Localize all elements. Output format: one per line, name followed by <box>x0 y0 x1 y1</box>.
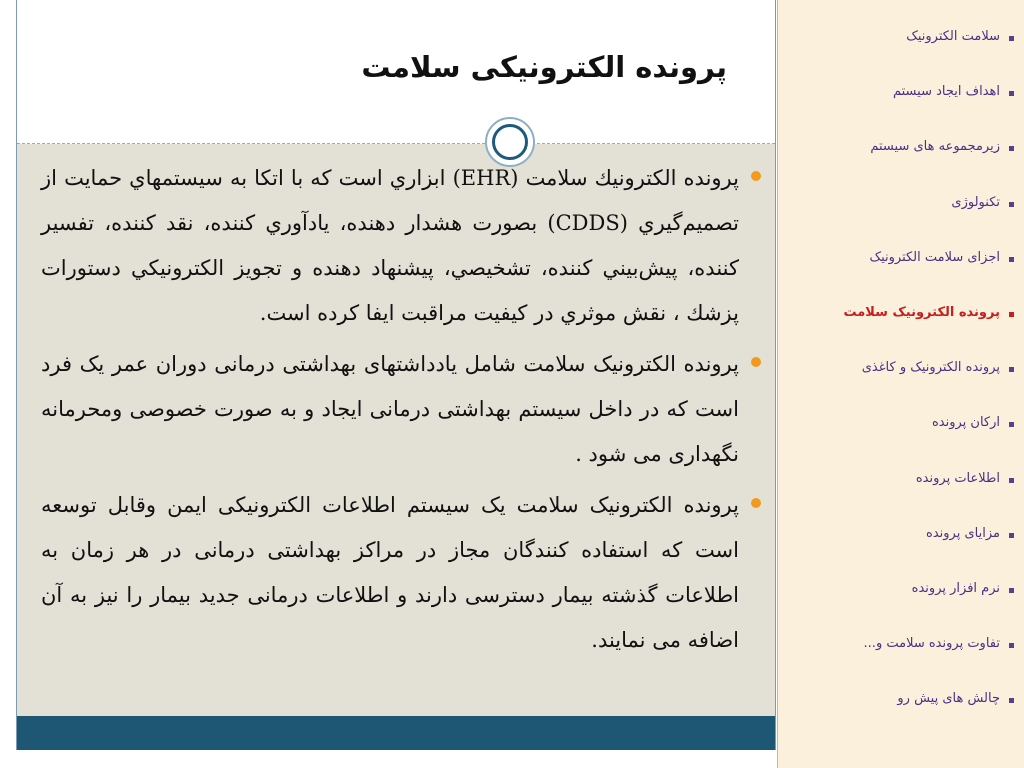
bullet-list <box>41 156 761 669</box>
nav-item[interactable] <box>777 195 1024 225</box>
bullet-text: پرونده الکترونیک سلامت شامل یادداشتهای بهداشتی درمانی دوران عمر یک فرد است که در داخل سیستم بهداشتی درمانی ایجاد و به صورت خصوصی ومحرمانه نگهداری می شود . <box>41 352 739 466</box>
square-bullet-icon <box>1009 643 1014 648</box>
square-bullet-icon <box>1009 422 1014 427</box>
bullet-item <box>41 342 761 477</box>
nav-item[interactable] <box>777 84 1024 114</box>
square-bullet-icon <box>1009 91 1014 96</box>
slide-title: پرونده الکترونیکی سلامت <box>361 50 727 84</box>
nav-item-label: مزایای پرونده <box>926 526 1000 541</box>
slide-header <box>17 0 775 144</box>
square-bullet-icon <box>1009 698 1014 703</box>
nav-item-label: سلامت الکترونیک <box>906 29 1000 44</box>
nav-item-label: تفاوت پرونده سلامت و... <box>863 636 1000 651</box>
square-bullet-icon <box>1009 478 1014 483</box>
nav-item[interactable] <box>777 305 1024 335</box>
square-bullet-icon <box>1009 36 1014 41</box>
nav-item[interactable] <box>777 581 1024 611</box>
slide-body <box>17 144 775 716</box>
square-bullet-icon <box>1009 588 1014 593</box>
nav-item[interactable] <box>777 691 1024 721</box>
square-bullet-icon <box>1009 533 1014 538</box>
bullet-item <box>41 483 761 663</box>
slide-footer-bar <box>17 716 775 750</box>
nav-item[interactable] <box>777 415 1024 445</box>
bullet-item <box>41 156 761 336</box>
square-bullet-icon <box>1009 367 1014 372</box>
bullet-dot-icon <box>751 171 761 181</box>
nav-item[interactable] <box>777 636 1024 666</box>
nav-item-label: اهداف ایجاد سیستم <box>892 84 1000 99</box>
bullet-dot-icon <box>751 498 761 508</box>
nav-item[interactable] <box>777 250 1024 280</box>
nav-item[interactable] <box>777 471 1024 501</box>
nav-item[interactable] <box>777 360 1024 390</box>
bullet-text: پرونده الكترونيك سلامت (EHR) ابزاري است كه با اتكا به سيستمهاي حمايت از تصميم‌گيري (CDDS) بصورت هشدار دهنده، يادآوري كننده، نقد كننده، تفسير كننده، پيش‌بيني كننده، تشخيصي، پيشنهاد دهنده و تجويز الكترونيكي دستورات پزشك ، نقش موثري در كيفيت مراقبت ايفا كرده است. <box>41 166 739 325</box>
square-bullet-icon <box>1009 202 1014 207</box>
square-bullet-icon <box>1009 146 1014 151</box>
nav-item-label: اجزای سلامت الکترونیک <box>869 250 1000 265</box>
bullet-text: پرونده الکترونیک سلامت یک سیستم اطلاعات الکترونیکی ایمن وقابل توسعه است که استفاده کنندگان مجاز در مراکز بهداشتی درمانی در هر زمان به اطلاعات گذشته بیمار دسترسی دارند و اطلاعات درمانی جدید بیمار را نیز به آن اضافه می نمایند. <box>41 493 739 652</box>
nav-item-label: ارکان پرونده <box>931 415 1000 430</box>
nav-item-label: پرونده الکترونیک و کاغذی <box>861 360 1000 375</box>
nav-item-label: نرم افزار پرونده <box>911 581 1000 596</box>
nav-item[interactable] <box>777 29 1024 59</box>
slide <box>16 0 776 750</box>
nav-item[interactable] <box>777 139 1024 169</box>
bullet-dot-icon <box>751 357 761 367</box>
nav-item-label: زیرمجموعه های سیستم <box>870 139 1000 154</box>
nav-item-label: تکنولوژی <box>951 195 1000 210</box>
square-bullet-icon <box>1009 312 1014 317</box>
nav-item-label: اطلاعات پرونده <box>915 471 1000 486</box>
nav-item-label: چالش های پیش رو <box>897 691 1000 706</box>
nav-item-label: پرونده الکترونیک سلامت <box>843 305 1000 320</box>
nav-item[interactable] <box>777 526 1024 556</box>
square-bullet-icon <box>1009 257 1014 262</box>
ring-ornament-icon <box>485 117 535 167</box>
slide-navigation-panel <box>777 0 1024 768</box>
ring-inner-icon <box>492 124 528 160</box>
